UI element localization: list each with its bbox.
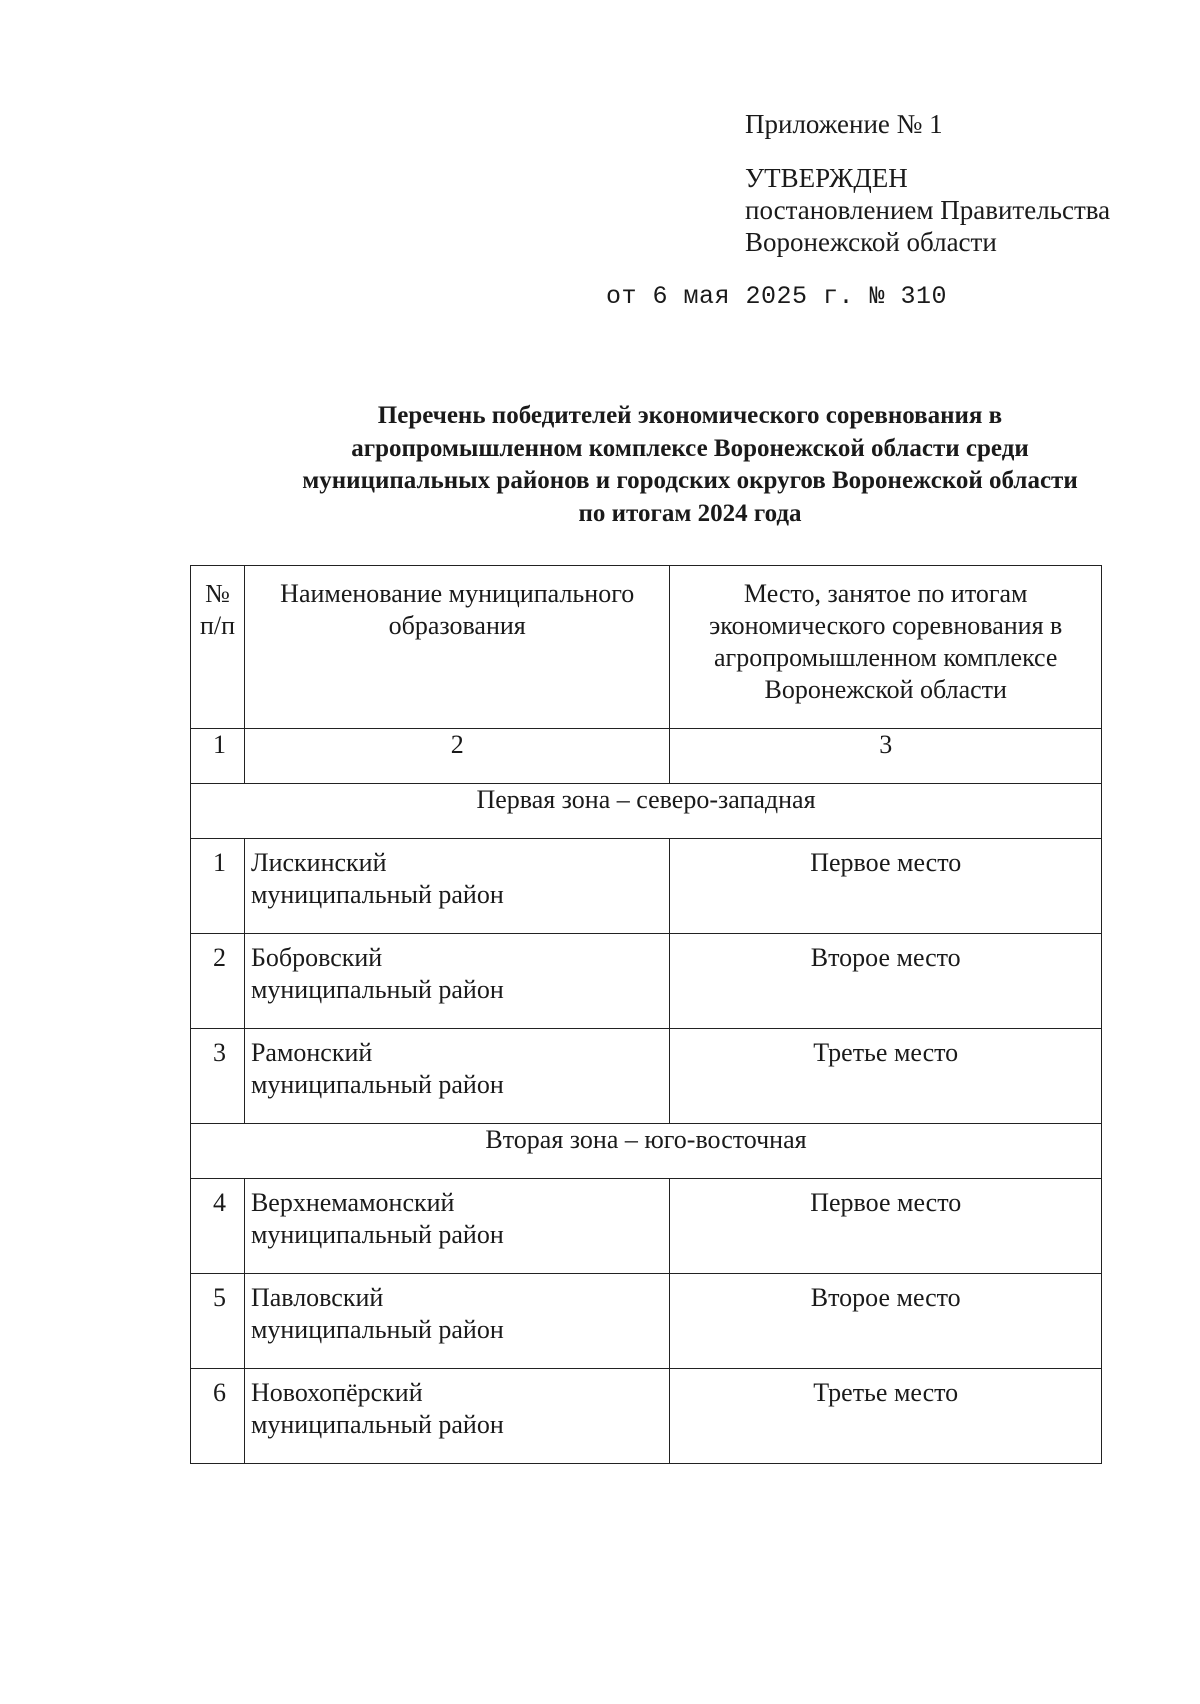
place-value: Второе место (670, 934, 1102, 1029)
place-value: Третье место (670, 1369, 1102, 1464)
zone-row (191, 784, 1102, 839)
appendix-label: Приложение № 1 (745, 109, 943, 139)
municipality-name-line-2: муниципальный район (250, 1410, 504, 1439)
table-row (191, 839, 1102, 934)
municipality-name-line-1: Бобровский (250, 943, 383, 972)
municipality-name-line-2: муниципальный район (250, 880, 504, 909)
table-row (191, 1274, 1102, 1369)
municipality-name-line-1: Рамонский (250, 1038, 373, 1067)
approved-by-line-1: постановлением Правительства (745, 195, 1111, 225)
municipality-name (244, 934, 670, 1029)
municipality-name (244, 839, 670, 934)
document-title (190, 400, 1190, 530)
municipality-name (244, 1369, 670, 1464)
column-number-3: 3 (670, 729, 1102, 784)
title-line-4: по итогам 2024 года (578, 499, 802, 527)
row-number: 3 (191, 1029, 245, 1124)
row-number: 4 (191, 1179, 245, 1274)
municipality-name-line-1: Верхнемамонский (250, 1188, 455, 1217)
title-line-3: муниципальных районов и городских округов Воронежской области (302, 467, 1078, 494)
row-number: 6 (191, 1369, 245, 1464)
municipality-name (244, 1029, 670, 1124)
place-value: Первое место (670, 1179, 1102, 1274)
table-row (191, 1029, 1102, 1124)
table-header-row (191, 566, 1102, 729)
municipality-name-line-1: Павловский (250, 1283, 384, 1312)
header-name-line-1: Наименование муниципального (280, 579, 635, 608)
municipality-name-line-2: муниципальный район (250, 1315, 504, 1344)
zone-row (191, 1124, 1102, 1179)
header-number-line-1: № (205, 579, 230, 608)
table-row (191, 1369, 1102, 1464)
header-place-line-3: агропромышленном комплексе (714, 643, 1058, 672)
row-number: 5 (191, 1274, 245, 1369)
municipality-name-line-1: Лискинский (250, 848, 387, 877)
header-number-line-2: п/п (199, 611, 235, 640)
municipality-name-line-2: муниципальный район (250, 1220, 504, 1249)
column-number-2: 2 (244, 729, 670, 784)
header-place-line-1: Место, занятое по итогам (743, 579, 1028, 608)
table-row (191, 1179, 1102, 1274)
header-place (670, 566, 1102, 729)
title-line-1: Перечень победителей экономического соревнования в (377, 402, 1003, 429)
column-number-1: 1 (191, 729, 245, 784)
row-number: 2 (191, 934, 245, 1029)
row-number: 1 (191, 839, 245, 934)
approved-stamp-text: УТВЕРЖДЕН (745, 163, 908, 193)
zone-title: Вторая зона – юго-восточная (191, 1124, 1102, 1179)
municipality-name (244, 1274, 670, 1369)
place-value: Первое место (670, 839, 1102, 934)
appendix-block (745, 108, 1110, 258)
place-value: Второе место (670, 1274, 1102, 1369)
column-number-row (191, 729, 1102, 784)
place-value: Третье место (670, 1029, 1102, 1124)
header-place-line-4: Воронежской области (764, 675, 1007, 704)
municipality-name (244, 1179, 670, 1274)
winners-table (190, 565, 1102, 1464)
header-number (191, 566, 245, 729)
zone-title: Первая зона – северо-западная (191, 784, 1102, 839)
decree-date: от 6 мая 2025 г. № 310 (606, 282, 948, 311)
table-row (191, 934, 1102, 1029)
title-line-2: агропромышленном комплексе Воронежской области среди (351, 434, 1029, 462)
municipality-name-line-2: муниципальный район (250, 1070, 504, 1099)
header-name (244, 566, 670, 729)
municipality-name-line-1: Новохопёрский (250, 1378, 423, 1407)
municipality-name-line-2: муниципальный район (250, 975, 504, 1004)
header-name-line-2: образования (388, 611, 526, 640)
approved-by-line-2: Воронежской области (745, 227, 997, 257)
header-place-line-2: экономического соревнования в (709, 611, 1063, 640)
